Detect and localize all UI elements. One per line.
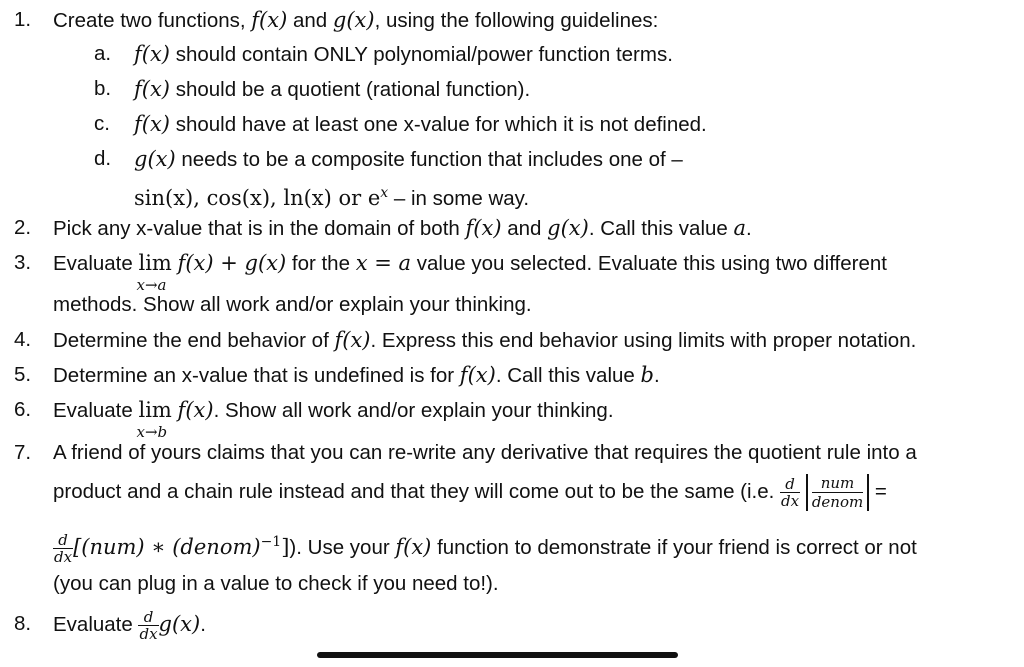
text-fragment: Create two functions, <box>53 9 252 32</box>
text-fragment: . Express this end behavior using limits with proper notation. <box>370 329 917 352</box>
item-b-text <box>134 77 530 102</box>
fraction-numerator: d <box>138 609 158 626</box>
math-gx: g(x) <box>134 147 176 171</box>
lim-operator: lim <box>138 251 172 275</box>
math-fx: f(x) <box>395 534 432 559</box>
text-fragment: and <box>501 217 548 240</box>
text-fragment: . Call this value <box>495 364 641 387</box>
text-fragment: . Show all work and/or explain your thinking. <box>213 399 614 422</box>
math-exponent: x <box>380 185 389 201</box>
item-number-4: 4. <box>14 328 32 351</box>
item-4-text <box>53 328 916 353</box>
item-number-5: 5. <box>14 363 32 386</box>
fraction-numerator: d <box>53 532 73 549</box>
limit-expression <box>136 251 172 294</box>
math-fx: f(x) <box>251 8 288 32</box>
text-fragment: ). Use your <box>289 535 396 559</box>
item-7-line-2 <box>53 470 887 514</box>
lim-operator: lim <box>138 398 172 422</box>
item-7-text: A friend of yours claims that you can re-write any derivative that requires the quotient rule into a <box>53 441 917 464</box>
fraction-denominator: denom <box>811 493 864 512</box>
item-letter-b: b. <box>94 77 112 100</box>
item-number-1: 1. <box>14 8 32 31</box>
math-fx: f(x) <box>459 363 496 387</box>
item-d-text <box>134 147 683 172</box>
math-function-list: sin(x), cos(x), ln(x) or e <box>134 185 381 210</box>
text-fragment: product and a chain rule instead and that they will come out to be the same (i.e. <box>53 480 781 503</box>
math-fx: f(x) <box>177 398 214 422</box>
text-fragment: should be a quotient (rational function). <box>170 78 531 101</box>
item-8-text <box>53 602 206 647</box>
text-fragment: . <box>653 364 660 387</box>
derivative-operator <box>138 609 158 642</box>
math-b: b <box>640 363 654 387</box>
math-fx: f(x) <box>334 328 371 352</box>
text-fragment: and <box>287 9 333 32</box>
text-fragment: . <box>746 217 752 240</box>
text-fragment: should contain ONLY polynomial/power function terms. <box>170 43 673 66</box>
fraction-denominator: dx <box>54 547 73 566</box>
item-5-text <box>53 363 660 388</box>
item-7-line-4: (you can plug in a value to check if you need to!). <box>53 572 499 595</box>
item-1-text <box>53 8 658 33</box>
fraction-numerator: d <box>780 476 800 493</box>
text-fragment: for the <box>286 252 356 275</box>
derivative-operator <box>53 532 73 565</box>
item-number-2: 2. <box>14 216 32 239</box>
text-fragment: Determine an x-value that is undefined is for <box>53 364 460 387</box>
lim-subscript: x→b <box>136 423 168 441</box>
item-d-continued <box>134 181 529 211</box>
text-fragment: Pick any x-value that is in the domain of both <box>53 217 466 240</box>
text-fragment: Evaluate <box>53 252 139 275</box>
math-fx: f(x) <box>465 216 502 240</box>
math-gx: g(x) <box>332 8 375 32</box>
math-fx: f(x) <box>134 42 171 66</box>
item-letter-d: d. <box>94 147 112 170</box>
fraction-denominator: dx <box>781 492 800 511</box>
item-7-line-3 <box>53 520 917 570</box>
text-fragment: , using the following guidelines: <box>374 9 659 32</box>
math-fx: f(x) <box>134 112 171 136</box>
math-gx: g(x) <box>158 612 201 636</box>
item-letter-a: a. <box>94 42 112 65</box>
text-fragment: = <box>869 480 887 503</box>
math-x-eq-a: x = a <box>355 251 411 275</box>
math-fx: f(x) <box>134 77 171 101</box>
item-3-text <box>53 251 887 294</box>
math-gx: g(x) <box>547 216 589 240</box>
math-sum: f(x) + g(x) <box>177 251 287 275</box>
item-a-text <box>134 42 673 67</box>
math-bracket: ] <box>281 534 290 559</box>
item-number-7: 7. <box>14 441 32 464</box>
text-fragment: Evaluate <box>53 613 139 636</box>
text-fragment: should have at least one x-value for which it is not defined. <box>170 113 707 136</box>
text-fragment: value you selected. Evaluate this using two different <box>411 252 887 275</box>
limit-expression <box>136 398 172 441</box>
fraction-denominator: dx <box>139 625 158 644</box>
item-6-text <box>53 398 614 441</box>
fraction-numerator: num <box>812 474 863 493</box>
num-over-denom <box>806 474 869 511</box>
home-indicator-bar[interactable] <box>317 652 678 658</box>
text-fragment: – in some way. <box>388 186 530 210</box>
lim-subscript: x→a <box>136 276 167 294</box>
text-fragment: function to demonstrate if your friend is correct or not <box>431 535 917 559</box>
item-3-continued: methods. Show all work and/or explain your thinking. <box>53 293 532 316</box>
item-number-3: 3. <box>14 251 32 274</box>
text-fragment: . <box>200 613 206 636</box>
item-letter-c: c. <box>94 112 110 135</box>
text-fragment: Evaluate <box>53 399 139 422</box>
item-c-text <box>134 112 707 137</box>
text-fragment: needs to be a composite function that includes one of – <box>175 148 683 171</box>
math-exponent: −1 <box>260 534 282 550</box>
math-a: a <box>733 216 747 240</box>
text-fragment: Determine the end behavior of <box>53 329 335 352</box>
item-number-6: 6. <box>14 398 32 421</box>
text-fragment: . Call this value <box>588 217 734 240</box>
item-number-8: 8. <box>14 612 32 635</box>
derivative-operator <box>780 476 800 509</box>
math-product: [(num) ∗ (denom) <box>73 534 261 559</box>
item-2-text <box>53 216 752 241</box>
